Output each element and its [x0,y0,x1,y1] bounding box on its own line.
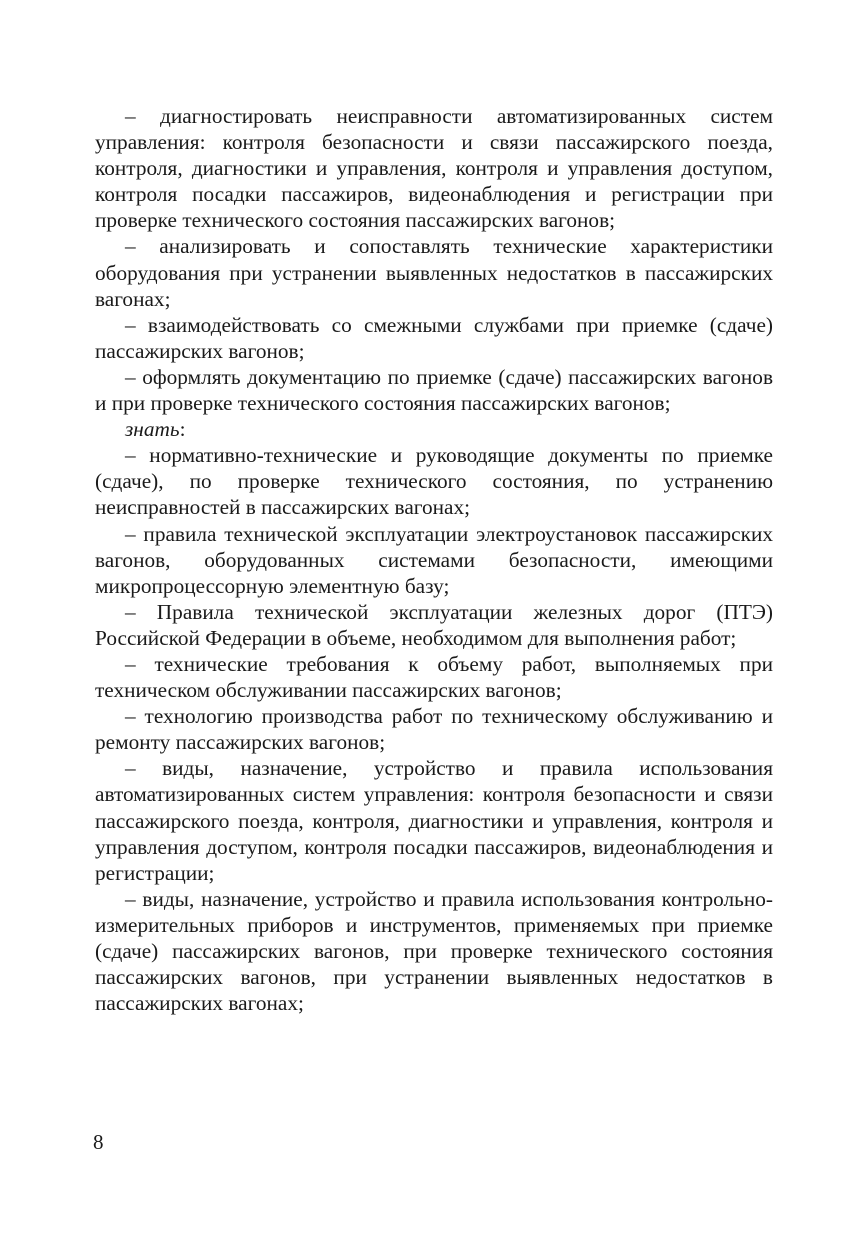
list-item: – нормативно-технические и руководящие документы по приемке (сдаче), по проверке технического состояния, по устранению неисправностей в пассажирских вагонах; [95,443,773,520]
list-item: – диагностировать неисправности автоматизированных систем управления: контроля безопасности и связи пассажирского поезда, контроля, диагностики и управления, контроля и управления доступом, контроля посадки пассажиров, видеонаблюдения и регистрации при проверке технического состояния пассажирских вагонов; [95,104,773,233]
list-item: – взаимодействовать со смежными службами при приемке (сдаче) пассажирских вагонов; [95,312,773,363]
body-text [95,103,773,1016]
list-item: – оформлять документацию по приемке (сдаче) пассажирских вагонов и при проверке технического состояния пассажирских вагонов; [95,364,773,416]
section-label-colon: : [179,417,186,442]
list-item: – виды, назначение, устройство и правила использования автоматизированных систем управления: контроля безопасности и связи пассажирского поезда, контроля, диагностики и управления, контроля и управления доступом, контроля посадки пассажиров, видеонаблюдения и регистрации; [95,756,773,885]
list-item: – технические требования к объему работ, выполняемых при техническом обслуживании пассажирских вагонов; [95,651,773,703]
list-item: – технологию производства работ по техническому обслуживанию и ремонту пассажирских вагонов; [95,704,773,755]
list-item: – правила технической эксплуатации электроустановок пассажирских вагонов, оборудованных системами безопасности, имеющими микропроцессорную элементную базу; [95,521,773,598]
page-number: 8 [93,1130,104,1154]
list-item: – анализировать и сопоставлять технические характеристики оборудования при устранении выявленных недостатков в пассажирских вагонах; [95,234,773,311]
section-label [95,416,773,442]
list-item: – Правила технической эксплуатации железных дорог (ПТЭ) Российской Федерации в объеме, необходимом для выполнения работ; [95,599,773,650]
list-item: – виды, назначение, устройство и правила использования контрольно-измерительных приборов и инструментов, применяемых при приемке (сдаче) пассажирских вагонов, при проверке технического состояния пассажирских вагонов, при устранении выявленных недостатков в пассажирских вагонах; [95,886,773,1016]
section-label-text: знать [125,417,180,442]
